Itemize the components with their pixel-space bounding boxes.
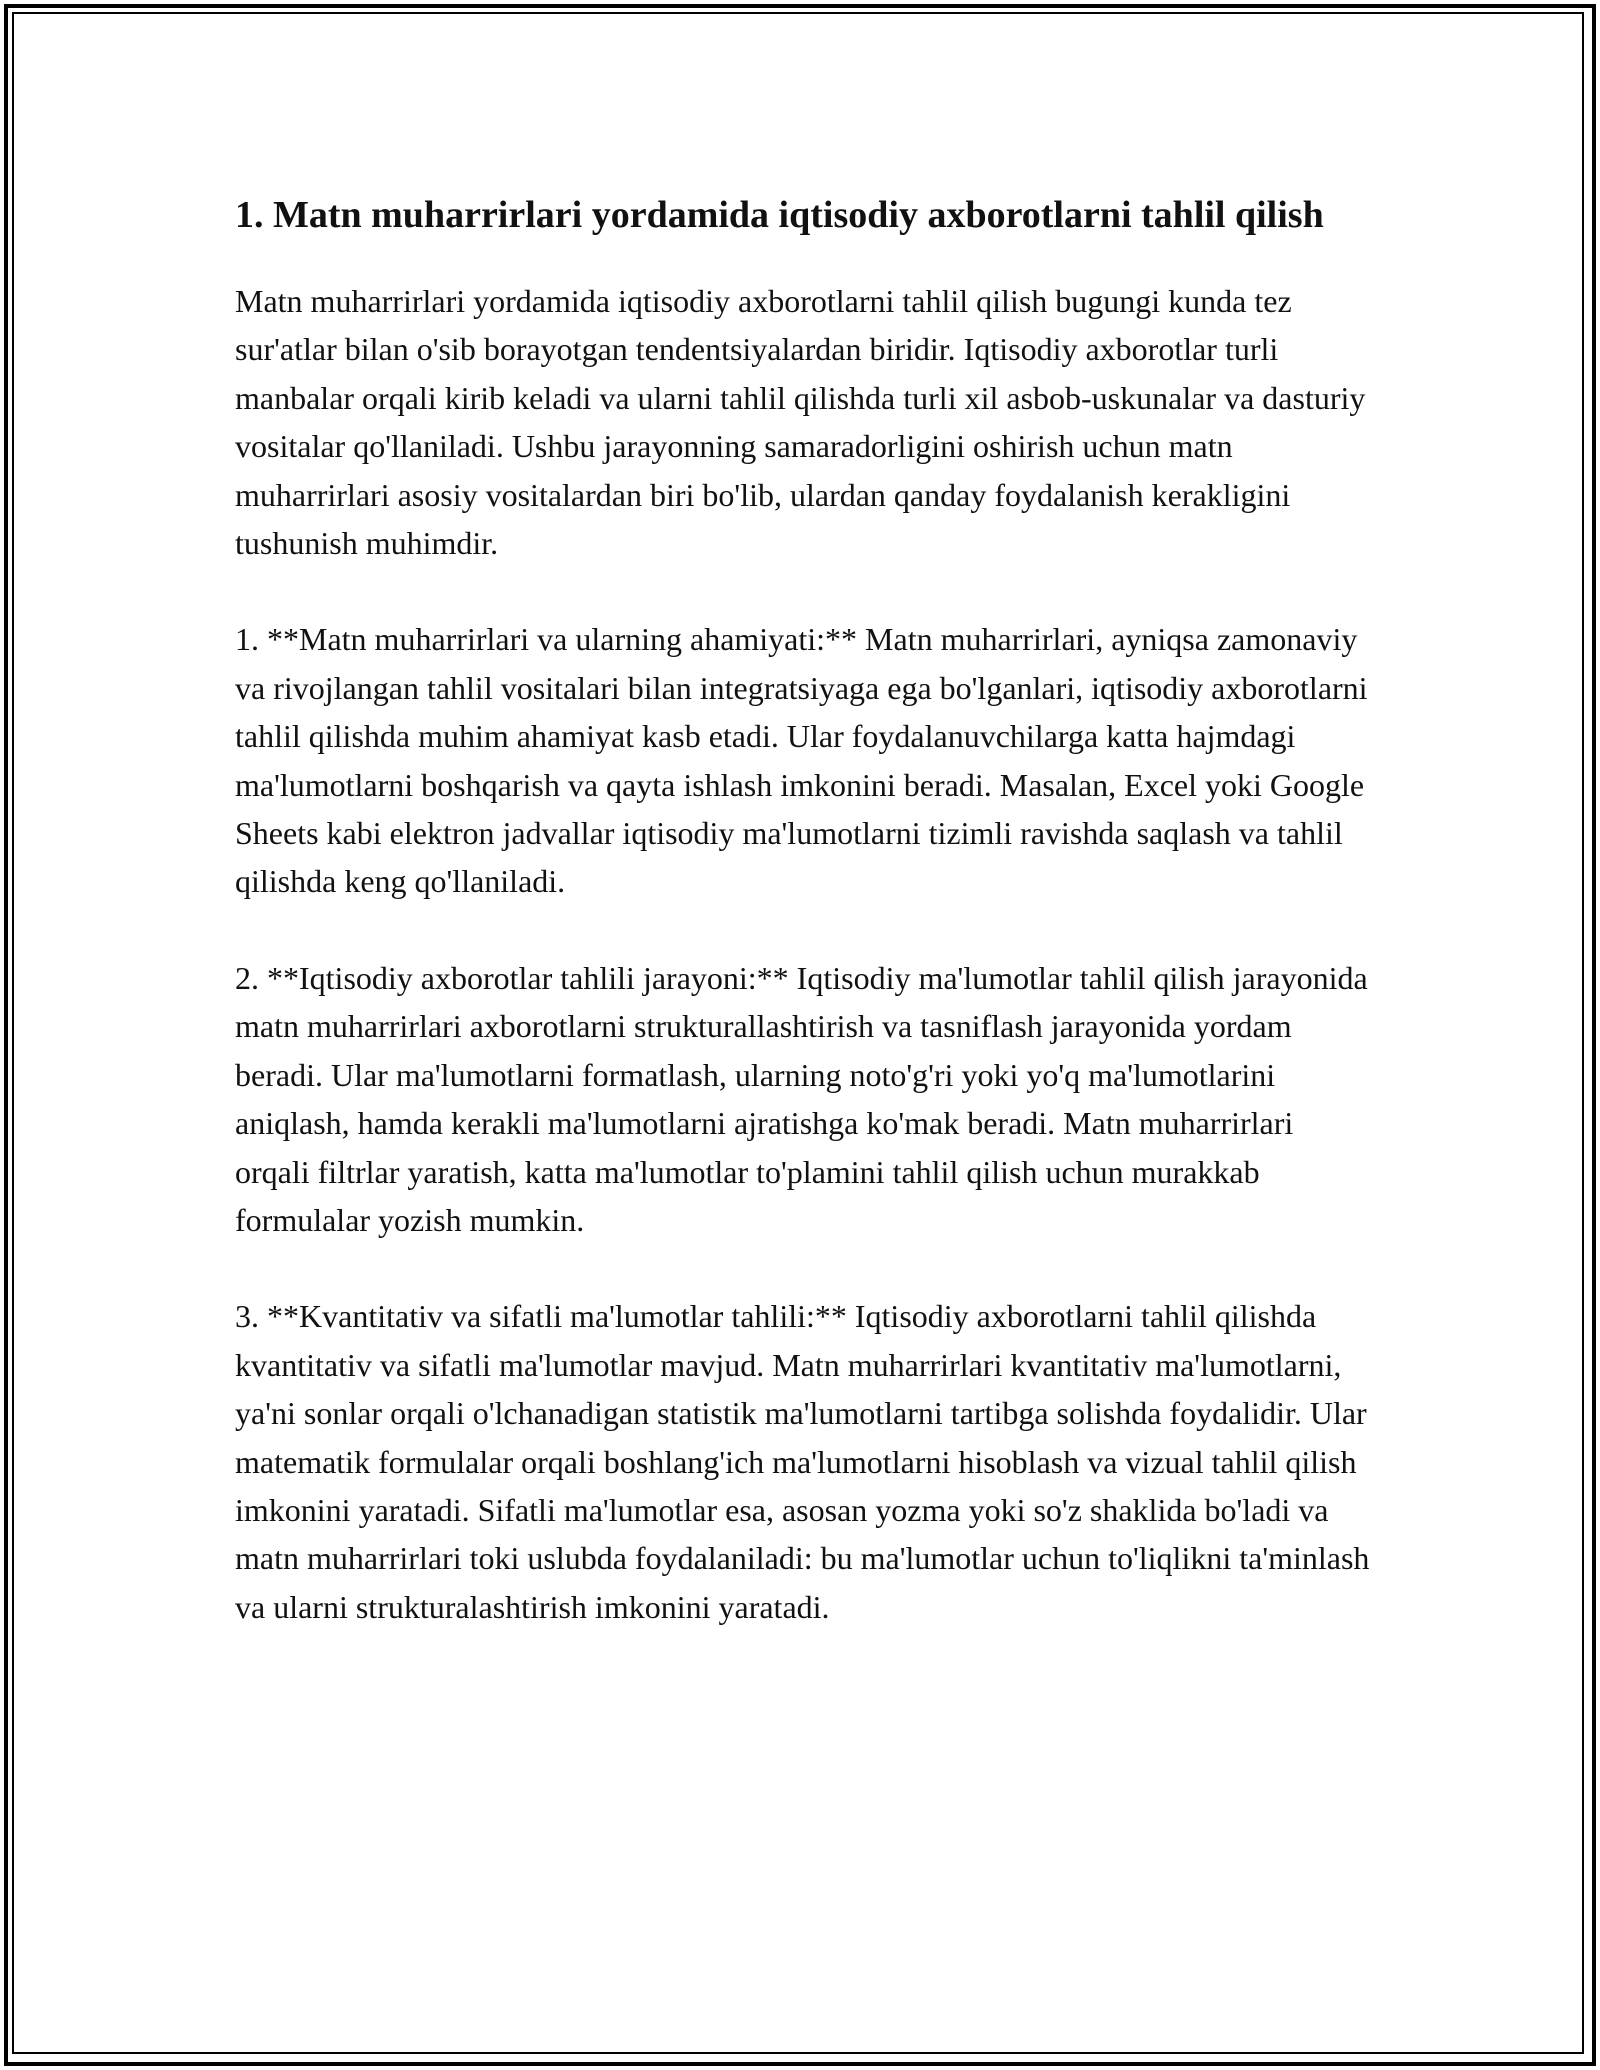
paragraph-intro: Matn muharrirlari yordamida iqtisodiy axborotlarni tahlil qilish bugungi kunda tez sur'atlar bilan o'sib borayotgan tendentsiyalardan biridir. Iqtisodiy axborotlar turli manbalar orqali kirib keladi va ularni tahlil qilishda turli xil asbob-uskunalar va dasturiy vositalar qo'llaniladi. Ushbu jarayonning samaradorligini oshirish uchun matn muharrirlari asosiy vositalardan biri bo'lib, ulardan qanday foydalanish kerakligini tushunish muhimdir. bbox=[235, 283, 1366, 562]
document-title: 1. Matn muharrirlari yordamida iqtisodiy axborotlarni tahlil qilish bbox=[235, 194, 1324, 236]
document-body bbox=[235, 188, 1375, 1679]
paragraph-point-3: 3. **Kvantitativ va sifatli ma'lumotlar tahlili:** Iqtisodiy axborotlarni tahlil qilishda kvantitativ va sifatli ma'lumotlar mavjud. Matn muharrirlari kvantitativ ma'lumotlarni, ya'ni sonlar orqali o'lchanadigan statistik ma'lumotlarni tartibga solishda foydalidir. Ular matematik formulalar orqali boshlang'ich ma'lumotlarni hisoblash va vizual tahlil qilish imkonini yaratadi. Sifatli ma'lumotlar esa, asosan yozma yoki so'z shaklida bo'ladi va matn muharrirlari toki uslubda foydalaniladi: bu ma'lumotlar uchun to'liqlikni ta'minlash va ularni strukturalashtirish imkonini yaratadi. bbox=[235, 1298, 1370, 1625]
paragraph-point-2: 2. **Iqtisodiy axborotlar tahlili jarayoni:** Iqtisodiy ma'lumotlar tahlil qilish jarayonida matn muharrirlari axborotlarni strukturallashtirish va tasniflash jarayonida yordam beradi. Ular ma'lumotlarni formatlash, ularning noto'g'ri yoki yo'q ma'lumotlarini aniqlash, hamda kerakli ma'lumotlarni ajratishga ko'mak beradi. Matn muharrirlari orqali filtrlar yaratish, katta ma'lumotlar to'plamini tahlil qilish uchun murakkab formulalar yozish mumkin. bbox=[235, 959, 1368, 1238]
paragraph-point-1: 1. **Matn muharrirlari va ularning ahamiyati:** Matn muharrirlari, ayniqsa zamonaviy va rivojlangan tahlil vositalari bilan integratsiyaga ega bo'lganlari, iqtisodiy axborotlarni tahlil qilishda muhim ahamiyat kasb etadi. Ular foydalanuvchilarga katta hajmdagi ma'lumotlarni boshqarish va qayta ishlash imkonini beradi. Masalan, Excel yoki Google Sheets kabi elektron jadvallar iqtisodiy ma'lumotlarni tizimli ravishda saqlash va tahlil qilishda keng qo'llaniladi. bbox=[235, 621, 1368, 900]
